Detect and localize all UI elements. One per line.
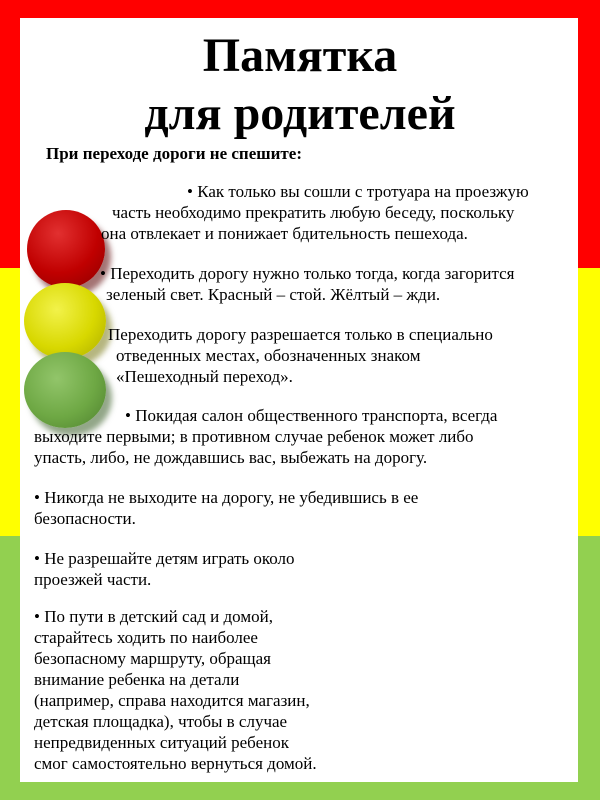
item-7-line-6: детская площадка), чтобы в случае xyxy=(34,712,288,731)
item-7-line-1: • По пути в детский сад и домой, xyxy=(34,607,273,626)
item-7-line-2: старайтесь ходить по наиболее xyxy=(34,628,258,647)
traffic-light-yellow-icon xyxy=(24,283,106,359)
item-7-line-5: (например, справа находится магазин, xyxy=(34,691,310,710)
item-3-line-1: Переходить дорогу разрешается только в специально xyxy=(108,325,493,344)
item-7-line-4: внимание ребенка на детали xyxy=(34,670,240,689)
item-3-line-2: отведенных местах, обозначенных знаком xyxy=(116,346,421,365)
item-5-line-2: безопасности. xyxy=(34,509,136,528)
item-2-line-1: • Переходить дорогу нужно только тогда, когда загорится xyxy=(100,264,515,283)
item-4-line-3: упасть, либо, не дождавшись вас, выбежать на дорогу. xyxy=(34,448,428,467)
item-7-line-3: безопасному маршруту, обращая xyxy=(34,649,271,668)
item-5-line-1: • Никогда не выходите на дорогу, не убедившись в ее xyxy=(34,488,419,507)
item-4-line-1: • Покидая салон общественного транспорта, всегда xyxy=(125,406,498,425)
item-1-line-3: она отвлекает и понижает бдительность пешехода. xyxy=(101,224,468,243)
title-line-2: для родителей xyxy=(144,87,456,140)
item-6-line-2: проезжей части. xyxy=(34,570,152,589)
item-7-line-7: непредвиденных ситуаций ребенок xyxy=(34,733,289,752)
item-2-line-2: зеленый свет. Красный – стой. Жёлтый – жди. xyxy=(106,285,441,304)
item-3-line-3: «Пешеходный переход». xyxy=(116,367,293,386)
traffic-light-green-icon xyxy=(24,352,106,428)
item-7-line-8: смог самостоятельно вернуться домой. xyxy=(34,754,317,773)
subtitle: При переходе дороги не спешите: xyxy=(46,144,302,163)
item-4-line-2: выходите первыми; в противном случае ребенок может либо xyxy=(34,427,474,446)
traffic-light-red-icon xyxy=(27,210,105,288)
title-line-1: Памятка xyxy=(202,29,398,82)
item-1-line-2: часть необходимо прекратить любую беседу, поскольку xyxy=(112,203,515,222)
item-6-line-1: • Не разрешайте детям играть около xyxy=(34,549,295,568)
item-1-line-1: • Как только вы сошли с тротуара на проезжую xyxy=(187,182,529,201)
